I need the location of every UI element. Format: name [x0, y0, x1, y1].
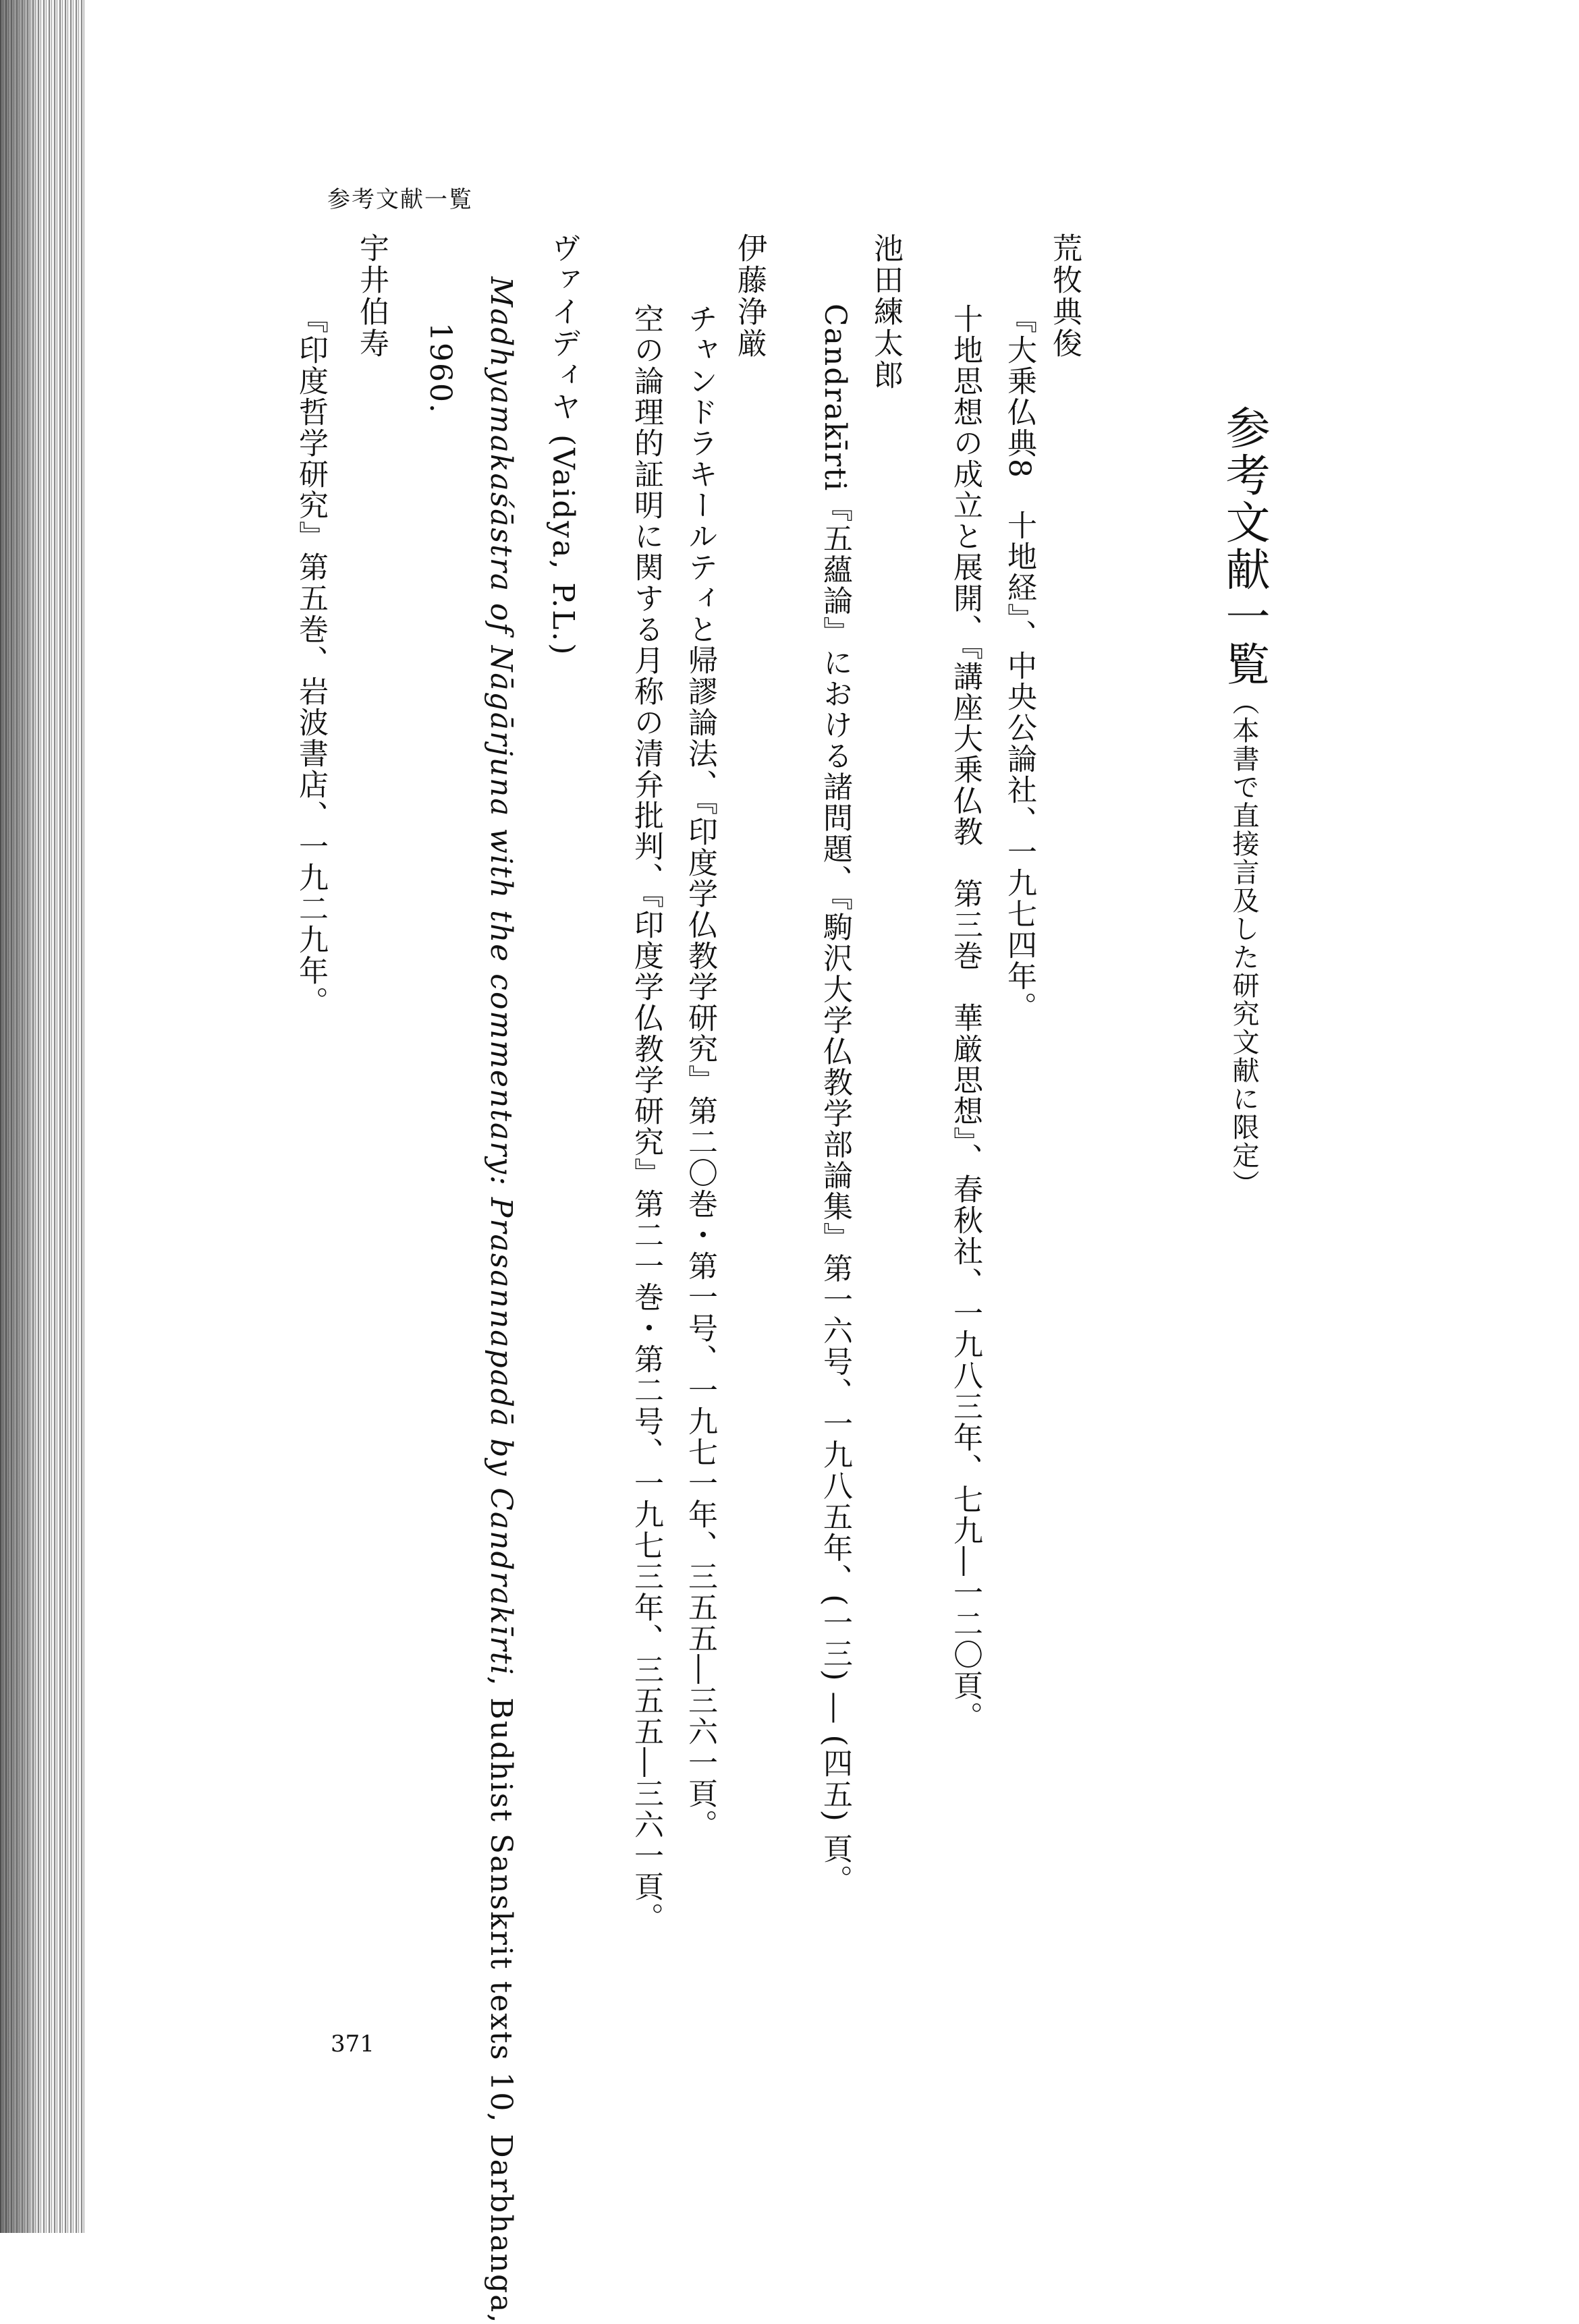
book-gutter-shadow [0, 0, 40, 2233]
entry-line: 十地思想の成立と展開、『講座大乗仏教 第三巻 華厳思想』、春秋社、一九八三年、七九―一二〇頁。 [948, 304, 982, 1732]
entry-line: 空の論理的証明に関する月称の清弁批判、『印度学仏教学研究』第二一巻・第二号、一九七三年、三五五―三六一頁。 [629, 304, 663, 1933]
entry-year: 1960. [423, 322, 458, 414]
page-number: 371 [331, 2031, 375, 2058]
entry-line-vaidya [486, 277, 516, 2324]
running-head: 参考文献一覧 [327, 186, 473, 213]
work-details: , Budhist Sanskrit texts 10, Darbhanga, [484, 1676, 518, 2324]
author-ikeda: 池田練太郎 [868, 233, 903, 391]
author-vaidya: ヴァイディヤ (Vaidya, P.L.) [546, 233, 580, 657]
entry-line: 『印度哲学研究』第五巻、岩波書店、一九二九年。 [294, 304, 328, 1017]
author-aramaki: 荒牧典俊 [1047, 233, 1082, 360]
work-title: Madhyamakaśāstra of Nāgārjuna with the commentary: Prasannapadā by Candrakīrti [484, 277, 518, 1676]
entry-line: Candrakīrti『五蘊論』における諸問題、『駒沢大学仏教学部論集』第一六号、一九八五年、(一三) ― (四五) 頁。 [818, 304, 852, 1896]
title-sub: （本書で直接言及した研究文献に限定） [1228, 688, 1259, 1198]
entry-line: 『大乗仏典8 十地経』、中央公論社、一九七四年。 [1002, 304, 1036, 1023]
title-main: 参考文献一覧 [1218, 405, 1270, 688]
author-ui: 宇井伯寿 [354, 233, 389, 360]
page-title [1218, 405, 1270, 1198]
author-ito: 伊藤浄厳 [732, 233, 767, 360]
entry-line: チャンドラキールティと帰謬論法、『印度学仏教学研究』第二〇巻・第一号、一九七一年、三五五―三六一頁。 [683, 304, 717, 1840]
